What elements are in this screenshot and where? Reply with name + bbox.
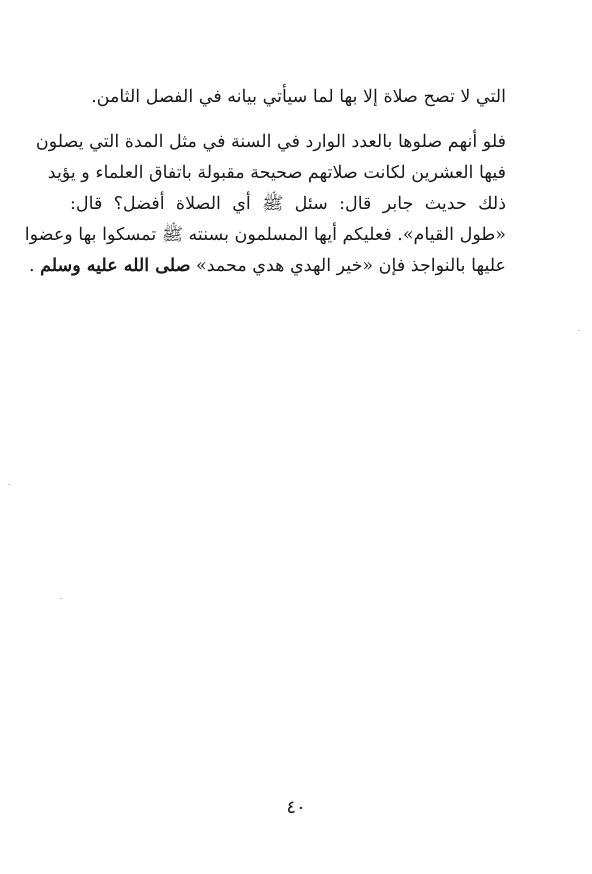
scan-speck xyxy=(578,330,580,331)
text-line: فلو أنهم صلوها بالعدد الوارد في السنة في مثل المدة التي يصلون xyxy=(35,132,506,152)
text-segment: عليها بالنواجذ فإن «خير الهدي هدي محمد» xyxy=(196,256,506,276)
paragraph-1 xyxy=(70,82,506,113)
text-segment: . xyxy=(28,256,35,276)
text-line: فيها العشرين لكانت صلاتهم صحيحة مقبولة باتفاق العلماء و يؤيد xyxy=(47,163,506,183)
scan-speck xyxy=(60,598,62,599)
page-number: ٤٠ xyxy=(286,797,306,818)
bold-salutation: صلى الله عليه وسلم xyxy=(40,256,191,276)
text-line: التي لا تصح صلاة إلا بها لما سيأتي بيانه في الفصل الثامن. xyxy=(91,87,506,107)
paragraph-2 xyxy=(24,127,506,282)
text-line: ذلك حديث جابر قال: سئل ﷺ أي الصلاة أفضل؟ قال: xyxy=(70,194,506,214)
text-line: «طول القيام». فعليكم أيها المسلمون بسنته ﷺ تمسكوا بها وعضوا xyxy=(24,225,506,245)
text-line-last xyxy=(28,251,506,282)
scan-speck xyxy=(8,484,10,485)
